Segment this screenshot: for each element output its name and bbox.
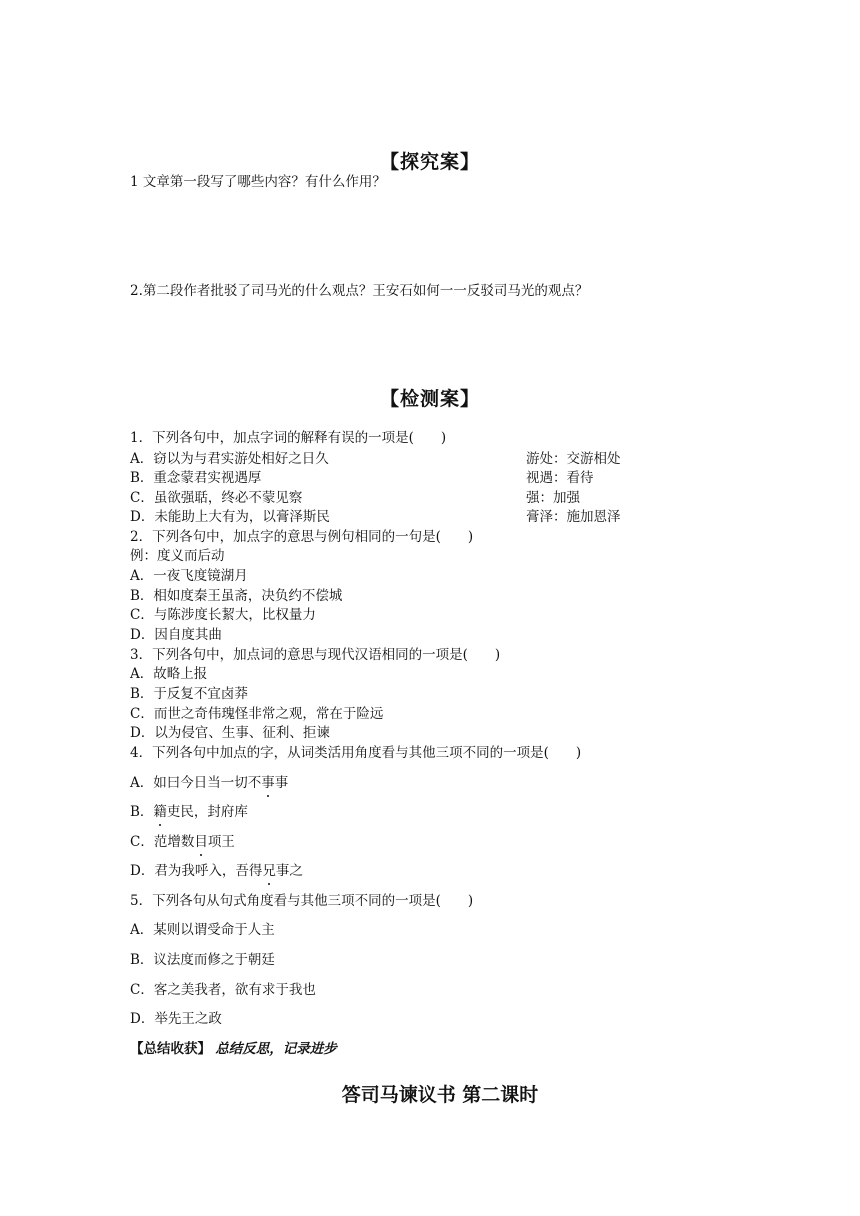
q4-option-d-post: 事之	[275, 863, 303, 879]
q4-option-a-post: 事	[274, 775, 289, 791]
q1-option-b: B．重念蒙君实视遇厚	[130, 470, 262, 486]
q4-option-c	[130, 833, 235, 851]
q1-option-d: D．未能助上大有为，以膏泽斯民	[130, 509, 330, 525]
q5-option-b: B．议法度而修之于朝廷	[130, 952, 275, 968]
summary	[130, 1040, 337, 1058]
q3-option-c: C．而世之奇伟瑰怪非常之观，常在于险远	[130, 706, 384, 722]
q4-stem: 4．下列各句中加点的字，从词类活用角度看与其他三项不同的一项是( )	[130, 745, 582, 761]
test-heading: 【检测案】	[379, 388, 480, 410]
q4-option-b	[130, 803, 248, 821]
q4-option-a-pre: A．如曰今日当一切不	[130, 775, 262, 791]
q3-option-d: D．以为侵官、生事、征利、拒谏	[130, 725, 330, 741]
explore-question-1: 1 文章第一段写了哪些内容？有什么作用？	[130, 174, 386, 190]
q4-option-c-pre: C．范增数	[130, 834, 195, 850]
explore-heading: 【探究案】	[379, 151, 480, 173]
q1-stem: 1．下列各句中，加点字词的解释有误的一项是( )	[130, 430, 447, 446]
summary-label: 【总结收获】	[130, 1041, 211, 1057]
q2-option-a: A．一夜飞度镜湖月	[130, 568, 248, 584]
q1-gloss-a: 游处：交游相处	[526, 451, 621, 467]
q4-option-a-dotted-char: 事	[261, 775, 275, 791]
q1-option-a: A．窃以为与君实游处相好之日久	[130, 451, 329, 467]
q4-option-d-dotted-char: 兄	[262, 863, 276, 879]
q2-option-c: C．与陈涉度长絜大，比权量力	[130, 607, 316, 623]
q3-option-a: A．故略上报	[130, 666, 208, 682]
q4-option-d	[130, 862, 303, 880]
q4-option-c-dotted-char: 目	[194, 834, 208, 850]
q4-option-c-post: 项王	[207, 834, 235, 850]
q4-option-a	[130, 774, 288, 792]
q3-option-b: B．于反复不宜卤莽	[130, 686, 248, 702]
q1-gloss-d: 膏泽：施加恩泽	[526, 509, 621, 525]
q1-gloss-c: 强：加强	[526, 490, 580, 506]
q4-option-d-pre: D．君为我呼入，吾得	[130, 863, 263, 879]
summary-text: 总结反思，记录进步	[215, 1041, 337, 1057]
q2-example: 例：度义而后动	[130, 548, 225, 564]
q5-option-d: D．举先王之政	[130, 1011, 222, 1027]
q2-stem: 2．下列各句中，加点字的意思与例句相同的一句是( )	[130, 529, 474, 545]
q5-stem: 5．下列各句从句式角度看与其他三项不同的一项是( )	[130, 893, 474, 909]
q1-option-c: C．虽欲强聒，终必不蒙见察	[130, 490, 303, 506]
q2-option-b: B．相如度秦王虽斋，决负约不偿城	[130, 588, 343, 604]
q5-option-c: C．客之美我者，欲有求于我也	[130, 982, 316, 998]
explore-question-2: 2.第二段作者批驳了司马光的什么观点？王安石如何一一反驳司马光的观点？	[130, 283, 589, 299]
next-lesson-title: 答司马谏议书 第二课时	[341, 1084, 539, 1106]
q4-option-b-dotted-char: 籍	[153, 804, 167, 820]
q4-option-b-post: 吏民，封府库	[166, 804, 248, 820]
q3-stem: 3．下列各句中，加点词的意思与现代汉语相同的一项是( )	[130, 647, 501, 663]
q4-option-b-pre: B．	[130, 804, 154, 820]
q2-option-d: D．因自度其曲	[130, 627, 222, 643]
q1-gloss-b: 视遇：看待	[526, 470, 594, 486]
q5-option-a: A．某则以谓受命于人主	[130, 922, 275, 938]
